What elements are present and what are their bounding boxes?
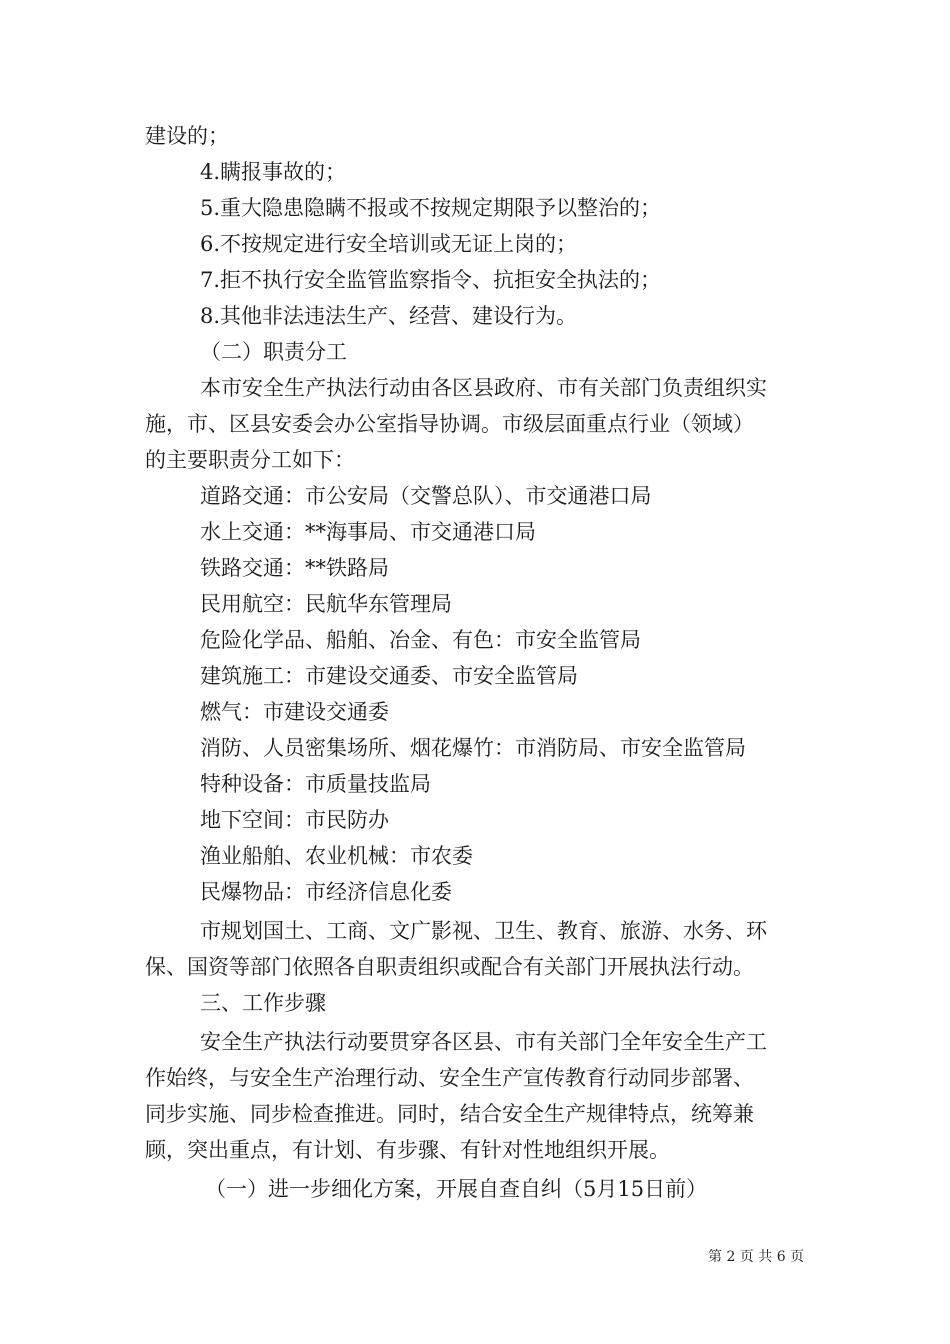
text-line: 建设的；: [145, 124, 229, 148]
text-line: 本市安全生产执法行动由各区县政府、市有关部门负责组织实: [200, 376, 767, 400]
text-line: 特种设备：市质量技监局: [200, 772, 431, 796]
text-line: 渔业船舶、农业机械：市农委: [200, 844, 473, 868]
text-line: 市规划国土、工商、文广影视、卫生、教育、旅游、水务、环: [200, 919, 767, 943]
text-line: 水上交通：**海事局、市交通港口局: [200, 520, 536, 544]
text-line: 8.其他非法违法生产、经营、建设行为。: [200, 304, 578, 328]
text-line: 安全生产执法行动要贯穿各区县、市有关部门全年安全生产工: [200, 1030, 767, 1054]
text-line: 7.拒不执行安全监管监察指令、抗拒安全执法的；: [200, 268, 662, 292]
section-heading: 三、工作步骤: [200, 991, 326, 1015]
text-line: 4.瞒报事故的；: [200, 160, 347, 184]
text-line: 燃气：市建设交通委: [200, 700, 389, 724]
text-line: 民用航空：民航华东管理局: [200, 592, 452, 616]
text-line: 地下空间：市民防办: [200, 808, 389, 832]
text-line: 施，市、区县安委会办公室指导协调。市级层面重点行业（领域）: [145, 412, 754, 436]
section-heading: （一）进一步细化方案，开展自查自纠（5月15日前）: [205, 1177, 708, 1201]
text-line: 顾，突出重点，有计划、有步骤、有针对性地组织开展。: [145, 1138, 670, 1162]
text-line: 6.不按规定进行安全培训或无证上岗的；: [200, 232, 578, 256]
text-line: 建筑施工：市建设交通委、市安全监管局: [200, 664, 578, 688]
text-line: 道路交通：市公安局（交警总队）、市交通港口局: [200, 484, 652, 508]
text-line: 民爆物品：市经济信息化委: [200, 880, 452, 904]
text-line: 消防、人员密集场所、烟花爆竹：市消防局、市安全监管局: [200, 736, 746, 760]
text-line: 危险化学品、船舶、冶金、有色：市安全监管局: [200, 628, 641, 652]
page-number: 第 2 页 共 6 页: [708, 1249, 805, 1265]
section-heading: （二）职责分工: [200, 340, 347, 364]
text-line: 保、国资等部门依照各自职责组织或配合有关部门开展执法行动。: [145, 955, 754, 979]
text-line: 同步实施、同步检查推进。同时，结合安全生产规律特点，统筹兼: [145, 1102, 754, 1126]
text-line: 的主要职责分工如下：: [145, 448, 355, 472]
text-line: 作始终，与安全生产治理行动、安全生产宣传教育行动同步部署、: [145, 1066, 754, 1090]
text-line: 5.重大隐患隐瞒不报或不按规定期限予以整治的；: [200, 196, 662, 220]
text-line: 铁路交通：**铁路局: [200, 556, 389, 580]
